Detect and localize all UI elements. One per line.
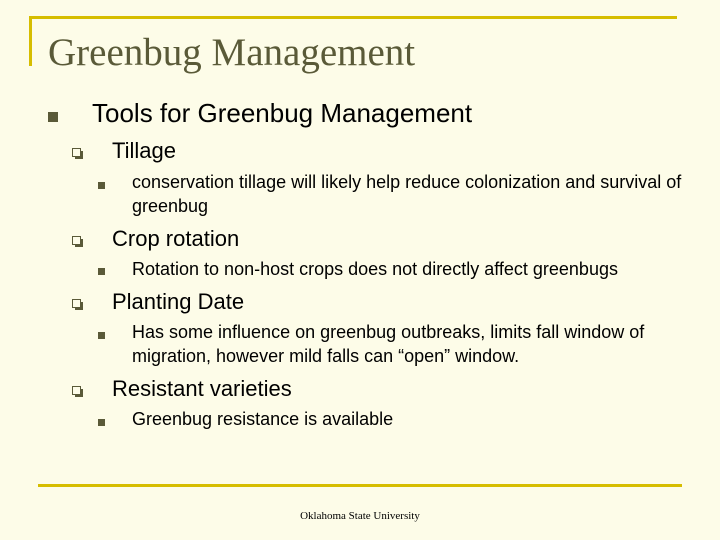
bullet-square-icon: [98, 268, 105, 275]
bullet-square-icon: [98, 419, 105, 426]
item-heading-planting-date: Planting Date: [112, 289, 245, 314]
item-detail-resistant-varieties: Greenbug resistance is available: [132, 409, 394, 429]
item-detail-crop-rotation: Rotation to non-host crops does not directly affect greenbugs: [132, 259, 618, 279]
frame-left-rule: [29, 16, 32, 66]
frame-top-rule: [29, 16, 677, 19]
bullet-hollow-square-icon: [72, 299, 81, 308]
item-detail-tillage: conservation tillage will likely help reduce colonization and survival of greenbug: [132, 172, 682, 216]
item-heading-tillage: Tillage: [112, 138, 176, 163]
slide-title: Greenbug Management: [48, 31, 416, 74]
bullet-square-icon: [98, 332, 105, 339]
bullet-square-icon: [48, 112, 58, 122]
bullet-square-icon: [98, 182, 105, 189]
bullet-hollow-square-icon: [72, 236, 81, 245]
bullet-hollow-square-icon: [72, 386, 81, 395]
item-heading-crop-rotation: Crop rotation: [112, 226, 240, 251]
item-detail-planting-date: Has some influence on greenbug outbreaks, limits fall window of migration, however mild falls can “open” window.: [132, 322, 645, 366]
bullet-hollow-square-icon: [72, 148, 81, 157]
footer-text: Oklahoma State University: [300, 510, 420, 522]
item-heading-resistant-varieties: Resistant varieties: [112, 376, 292, 401]
bullet-level1-text: Tools for Greenbug Management: [92, 98, 473, 128]
footer-rule: [38, 484, 682, 487]
